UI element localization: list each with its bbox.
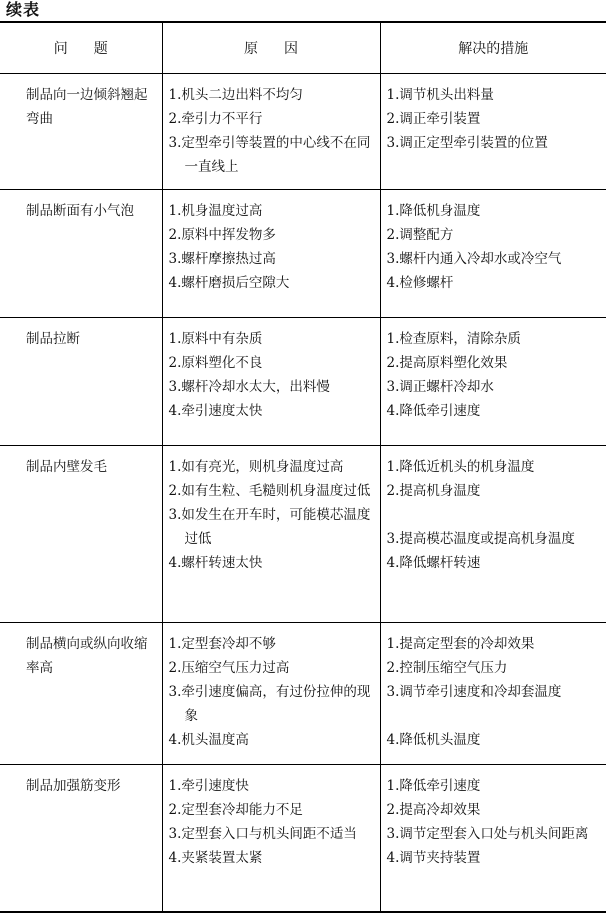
- list-item: 4.螺杆转速太快: [168, 554, 263, 571]
- list-item: 1.原料中有杂质: [168, 330, 263, 347]
- list-item: 2.原料中挥发物多: [168, 226, 276, 243]
- problem-cell: 制品横向或纵向收缩率高: [0, 622, 162, 764]
- list-item: 3.调正螺杆冷却水: [386, 378, 494, 395]
- list-item: 1.检查原料，清除杂质: [386, 330, 521, 347]
- list-item: 4.检修螺杆: [386, 274, 454, 291]
- list-item: 3.调正定型牵引装置的位置: [386, 134, 548, 151]
- table-row: [0, 73, 606, 189]
- list-item: 2.控制压缩空气压力: [386, 659, 508, 676]
- problem-cell: 制品向一边倾斜翘起弯曲: [0, 73, 162, 189]
- table-row: [0, 764, 606, 912]
- problem-cell: 制品断面有小气泡: [0, 189, 162, 317]
- solution-cell: [380, 317, 606, 445]
- list-item: 1.如有亮光，则机身温度过高: [168, 458, 344, 475]
- list-item: 2.提高原料塑化效果: [386, 354, 508, 371]
- table-row: [0, 445, 606, 622]
- list-item: 1.降低近机头的机身温度: [386, 458, 535, 475]
- list-item: 2.牵引力不平行: [168, 110, 263, 127]
- list-spacer: [387, 503, 601, 527]
- list-item: 4.螺杆磨损后空隙大: [168, 274, 290, 291]
- list-item: 3.定型牵引等装置的中心线不在同一直线上: [168, 134, 371, 175]
- cause-cell: [162, 445, 380, 622]
- solution-cell: [380, 189, 606, 317]
- table-row: [0, 317, 606, 445]
- cause-cell: [162, 622, 380, 764]
- troubleshooting-table: [0, 21, 606, 913]
- list-item: 2.调正牵引装置: [386, 110, 481, 127]
- list-item: 4.降低牵引速度: [386, 402, 481, 419]
- cause-cell: [162, 317, 380, 445]
- list-item: 4.夹紧装置太紧: [168, 849, 263, 866]
- list-item: 1.调节机头出料量: [386, 86, 494, 103]
- list-item: 1.机身温度过高: [168, 202, 263, 219]
- list-item: 1.降低牵引速度: [386, 777, 481, 794]
- list-item: 4.调节夹持装置: [386, 849, 481, 866]
- list-item: 2.原料塑化不良: [168, 354, 263, 371]
- list-item: 2.调整配方: [386, 226, 454, 243]
- list-item: 4.降低螺杆转速: [386, 554, 481, 571]
- list-item: 4.牵引速度太快: [168, 402, 263, 419]
- list-item: 1.牵引速度快: [168, 777, 249, 794]
- list-item: 3.牵引速度偏高，有过份拉伸的现象: [168, 683, 371, 724]
- cause-cell: [162, 73, 380, 189]
- problem-cell: 制品加强筋变形: [0, 764, 162, 912]
- header-row: [0, 22, 606, 73]
- list-item: 2.压缩空气压力过高: [168, 659, 290, 676]
- header-solution: 解决的措施: [380, 22, 606, 73]
- list-item: 1.机头二边出料不均匀: [168, 86, 303, 103]
- page-title: 续表: [6, 0, 41, 19]
- solution-cell: [380, 445, 606, 622]
- list-item: 3.螺杆内通入冷却水或冷空气: [386, 250, 562, 267]
- solution-cell: [380, 622, 606, 764]
- problem-cell: 制品内壁发毛: [0, 445, 162, 622]
- list-spacer: [387, 704, 601, 728]
- list-item: 2.提高机身温度: [386, 482, 481, 499]
- solution-cell: [380, 764, 606, 912]
- list-item: 3.螺杆冷却水太大，出料慢: [168, 378, 330, 395]
- problem-cell: 制品拉断: [0, 317, 162, 445]
- list-item: 1.降低机身温度: [386, 202, 481, 219]
- table-row: [0, 189, 606, 317]
- header-problem: 问题: [0, 22, 162, 73]
- list-item: 3.定型套入口与机头间距不适当: [168, 825, 357, 842]
- list-item: 1.提高定型套的冷却效果: [386, 635, 535, 652]
- solution-cell: [380, 73, 606, 189]
- list-item: 1.定型套冷却不够: [168, 635, 276, 652]
- list-item: 3.调节牵引速度和冷却套温度: [386, 683, 562, 700]
- list-item: 3.螺杆摩擦热过高: [168, 250, 276, 267]
- list-item: 4.降低机头温度: [386, 731, 481, 748]
- list-item: 3.调节定型套入口处与机头间距离: [386, 825, 589, 842]
- list-item: 2.提高冷却效果: [386, 801, 481, 818]
- table-row: [0, 622, 606, 764]
- cause-cell: [162, 189, 380, 317]
- cause-cell: [162, 764, 380, 912]
- list-item: 4.机头温度高: [168, 731, 249, 748]
- list-item: 3.提高模芯温度或提高机身温度: [386, 530, 575, 547]
- header-cause: 原因: [162, 22, 380, 73]
- list-item: 2.如有生粒、毛糙则机身温度过低: [168, 482, 371, 499]
- list-item: 3.如发生在开车时，可能模芯温度过低: [168, 506, 371, 547]
- list-item: 2.定型套冷却能力不足: [168, 801, 303, 818]
